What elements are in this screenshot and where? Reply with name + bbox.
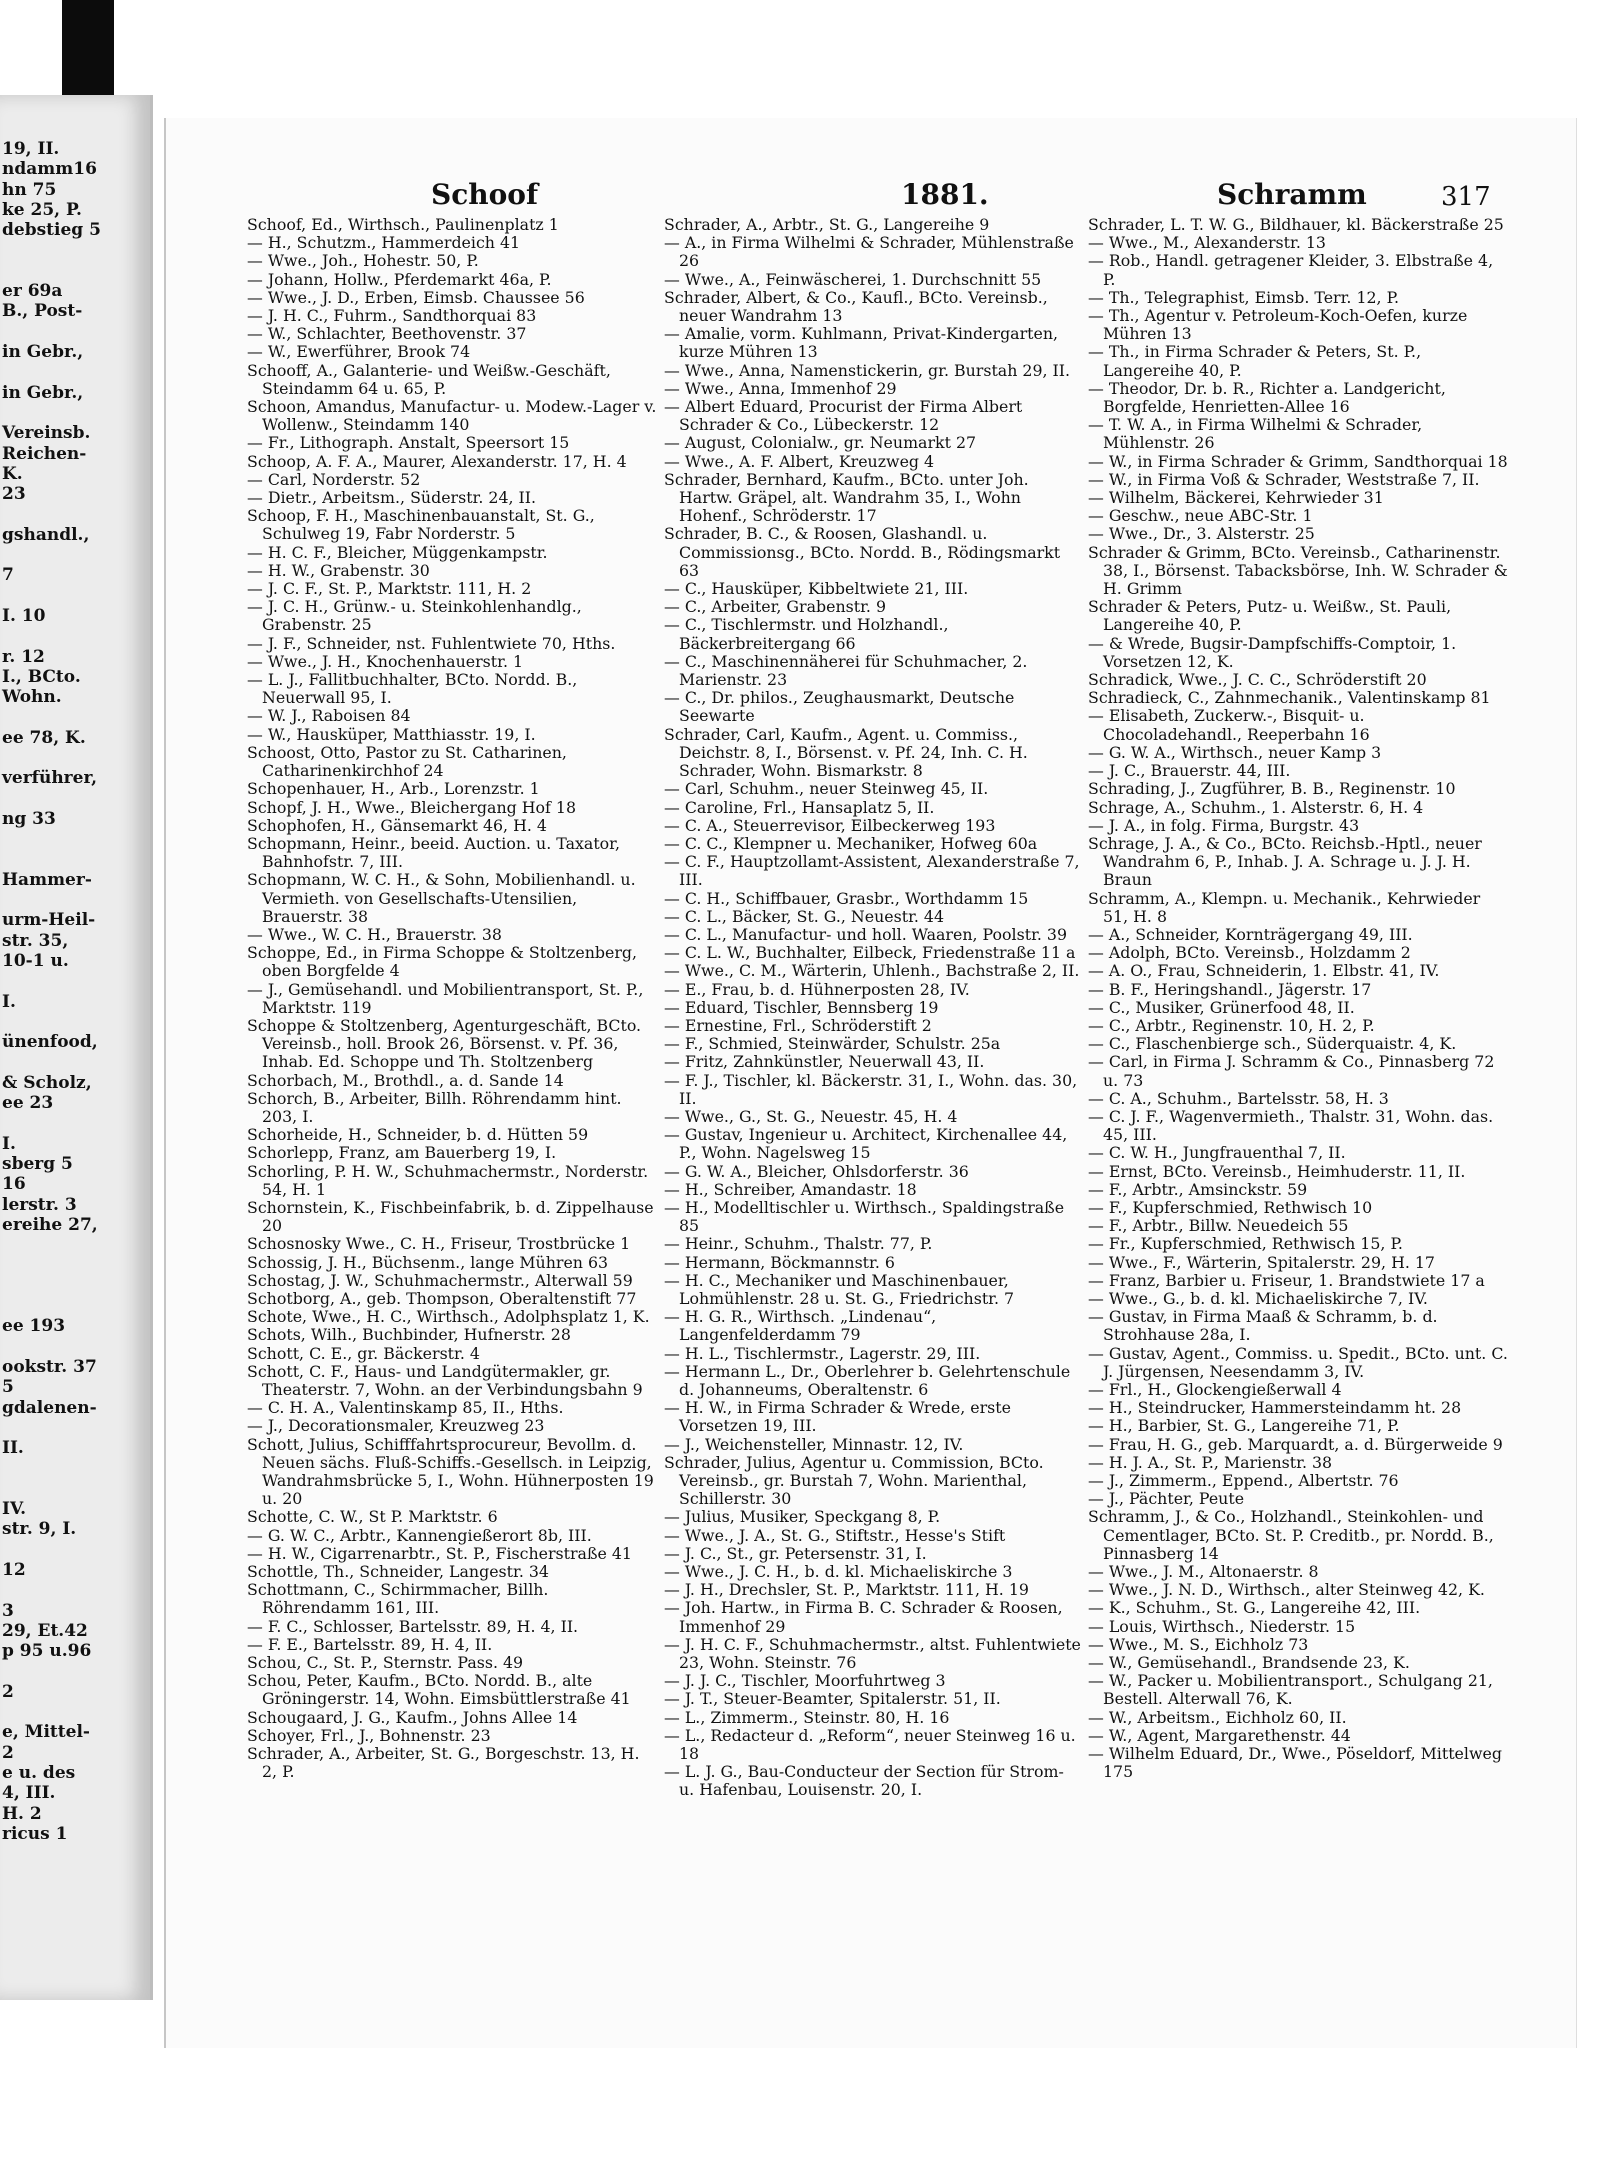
directory-entry: Schradieck, C., Zahnmechanik., Valentinskamp 81 [1088, 688, 1491, 708]
directory-entry: — W., in Firma Schrader & Grimm, Sandthorquai 18 [1088, 451, 1508, 471]
directory-entry: — Frl., H., Glockengießerwall 4 [1088, 1380, 1342, 1399]
facing-page-line: gshandl., [2, 524, 90, 545]
directory-entry: — J. A., in folg. Firma, Burgstr. 43 [1088, 815, 1360, 835]
directory-entry: — Carl, Schuhm., neuer Steinweg 45, II. [664, 779, 989, 799]
facing-page-line: 2 [2, 1681, 14, 1702]
facing-page-line: 23 [2, 484, 26, 505]
facing-page-line: I. [2, 1133, 16, 1154]
directory-entry: — J., Pächter, Peute [1088, 1489, 1245, 1509]
directory-entry: — W., Gemüsehandl., Brandsende 23, K. [1088, 1653, 1410, 1673]
directory-entry: — Adolph, BCto. Vereinsb., Holzdamm 2 [1088, 943, 1411, 963]
directory-entry: — J. T., Steuer-Beamter, Spitalerstr. 51, II. [664, 1689, 1001, 1709]
facing-page-line: ee 78, K. [2, 727, 86, 748]
directory-entry: — Wilhelm, Bäckerei, Kehrwieder 31 [1088, 488, 1384, 508]
directory-entry: — C., Arbeiter, Grabenstr. 9 [664, 597, 887, 617]
directory-entry: — L., Zimmerm., Steinstr. 80, H. 16 [664, 1707, 950, 1727]
directory-entry: Schoop, F. H., Maschinenbauanstalt, St. G., Schulweg 19, Fabr Norderstr. 5 [247, 506, 595, 544]
directory-entry: — C. H. A., Valentinskamp 85, II., Hths. [247, 1398, 564, 1418]
facing-page-line: IV. [2, 1499, 27, 1520]
directory-entry: Schrader, L. T. W. G., Bildhauer, kl. Bäckerstraße 25 [1088, 215, 1504, 234]
directory-entry: — F., Arbtr., Amsinckstr. 59 [1088, 1179, 1308, 1199]
directory-entry: Schramm, J., & Co., Holzhandl., Steinkohlen- und Cementlager, BCto. St. P. Creditb., pr. Nordd. B., Pinnasberg 14 [1088, 1507, 1494, 1563]
directory-entry: — F. C., Schlosser, Bartelsstr. 89, H. 4, II. [247, 1616, 579, 1636]
directory-entry: — J., Decorationsmaler, Kreuzweg 23 [247, 1416, 545, 1436]
facing-page-line: e u. des [2, 1763, 76, 1783]
directory-entry: — Ernestine, Frl., Schröderstift 2 [664, 1015, 932, 1035]
directory-entry: — Hermann L., Dr., Oberlehrer b. Gelehrtenschule d. Johanneums, Oberaltenstr. 6 [664, 1361, 1071, 1399]
facing-page-line: in Gebr., [2, 342, 84, 362]
directory-entry: — C. L. W., Buchhalter, Eilbeck, Friedenstraße 11 a [664, 943, 1076, 963]
directory-entry: — Th., in Firma Schrader & Peters, St. P., Langereihe 40, P. [1088, 342, 1422, 380]
directory-entry: — J. C. H., Grünw.- u. Steinkohlenhandlg., Grabenstr. 25 [247, 597, 582, 635]
directory-entry: — Theodor, Dr. b. R., Richter a. Landgericht, Borgfelde, Henrietten-Allee 16 [1088, 378, 1446, 417]
directory-entry: Schopmann, W. C. H., & Sohn, Mobilienhandl. u. Vermieth. von Gesellschafts-Utensilien, Brauerstr. 38 [247, 870, 636, 926]
directory-entry: — A. O., Frau, Schneiderin, 1. Elbstr. 41, IV. [1088, 961, 1440, 981]
directory-entry: — F. E., Bartelsstr. 89, H. 4, II. [247, 1634, 493, 1654]
directory-entry: — F. J., Tischler, kl. Bäckerstr. 31, I., Wohn. das. 30, II. [664, 1070, 1078, 1108]
facing-page-line: 7 [2, 565, 14, 586]
facing-page-line: Vereinsb. [2, 423, 91, 444]
directory-entry: Schornstein, K., Fischbeinfabrik, b. d. Zippelhause 20 [247, 1197, 654, 1236]
directory-entry: Schopf, J. H., Wwe., Bleichergang Hof 18 [247, 797, 577, 817]
directory-entry: — Albert Eduard, Procurist der Firma Albert Schrader & Co., Lübeckerstr. 12 [664, 397, 1023, 435]
directory-page [164, 118, 1577, 2048]
directory-entry: — Heinr., Schuhm., Thalstr. 77, P. [664, 1234, 933, 1254]
directory-entry: — Frau, H. G., geb. Marquardt, a. d. Bürgerweide 9 [1088, 1434, 1503, 1454]
facing-page-line: e, Mittel- [2, 1722, 90, 1743]
directory-entry: — Wwe., G., b. d. kl. Michaeliskirche 7, IV. [1088, 1288, 1428, 1308]
directory-entry: Schrage, J. A., & Co., BCto. Reichsb.-Hptl., neuer Wandrahm 6, P., Inhab. J. A. Schrage u. J. J. H. Braun [1088, 833, 1482, 890]
facing-page-line: gdalenen- [2, 1397, 97, 1418]
running-head-first-entry: Schoof [431, 178, 539, 211]
directory-entry: — Wwe., M. S., Eichholz 73 [1088, 1634, 1309, 1654]
directory-entry: — C. A., Steuerrevisor, Eilbeckerweg 193 [664, 815, 996, 835]
directory-entry: Schrader & Peters, Putz- u. Weißw., St. Pauli, Langereihe 40, P. [1088, 597, 1452, 635]
directory-entry: — C., Musiker, Grünerfood 48, II. [1088, 997, 1355, 1017]
facing-page-line: ee 193 [2, 1316, 66, 1337]
directory-entry: Schopenhauer, H., Arb., Lorenzstr. 1 [247, 779, 540, 799]
directory-entry: Schrader, Bernhard, Kaufm., BCto. unter Joh. Hartw. Gräpel, alt. Wandrahm 35, I., Wohn Hohenf., Schröderstr. 17 [664, 469, 1029, 526]
directory-entry: Schooff, A., Galanterie- und Weißw.-Geschäft, Steindamm 64 u. 65, P. [247, 360, 611, 398]
directory-entry: — Wwe., F., Wärterin, Spitalerstr. 29, H. 17 [1088, 1252, 1435, 1272]
directory-entry: Schorch, B., Arbeiter, Billh. Röhrendamm hint. 203, I. [247, 1088, 622, 1126]
facing-page-line: 16 [2, 1174, 26, 1195]
facing-page-line: 12 [2, 1560, 26, 1580]
directory-entry: Schottmann, C., Schirmmacher, Billh. Röhrendamm 161, III. [247, 1580, 549, 1618]
directory-entry: Schrader, B. C., & Roosen, Glashandl. u. Commissionsg., BCto. Nordd. B., Rödingsmarkt 63 [664, 524, 1061, 580]
directory-entry: — Wwe., M., Alexanderstr. 13 [1088, 233, 1326, 253]
directory-entry: — Joh. Hartw., in Firma B. C. Schrader & Roosen, Immenhof 29 [664, 1598, 1063, 1636]
directory-entry: — C., Arbtr., Reginenstr. 10, H. 2, P. [1088, 1015, 1375, 1035]
facing-page-line: I., BCto. [2, 666, 81, 687]
facing-page-line: I. 10 [2, 605, 46, 626]
facing-page-line: 2 [2, 1742, 14, 1763]
directory-entry: — T. W. A., in Firma Wilhelmi & Schrader, Mühlenstr. 26 [1088, 415, 1423, 453]
facing-page-line: in Gebr., [2, 382, 84, 403]
directory-entry: — Fr., Lithograph. Anstalt, Speersort 15 [247, 433, 570, 453]
directory-entry: — F., Schmied, Steinwärder, Schulstr. 25a [664, 1034, 1001, 1054]
directory-entry: — J., Gemüsehandl. und Mobilientransport, St. P., Marktstr. 119 [247, 979, 644, 1017]
directory-entry: — Wwe., Anna, Immenhof 29 [664, 378, 897, 398]
directory-entry: — F., Arbtr., Billw. Neuedeich 55 [1088, 1216, 1349, 1236]
directory-entry: — Hermann, Böckmannstr. 6 [664, 1252, 895, 1272]
directory-entry: — H., Modelltischler u. Wirthsch., Spaldingstraße 85 [664, 1197, 1065, 1236]
facing-page-line: 4, III. [2, 1783, 56, 1804]
facing-page-line: Wohn. [2, 687, 62, 708]
directory-entry: — A., in Firma Wilhelmi & Schrader, Mühlenstraße 26 [664, 233, 1074, 271]
directory-entry: — H. G. R., Wirthsch. „Lindenau“, Langenfelderdamm 79 [664, 1307, 937, 1345]
running-head-year: 1881. [901, 178, 989, 211]
directory-entry: Schoyer, Frl., J., Bohnenstr. 23 [247, 1725, 491, 1745]
directory-entry: — G. W. A., Bleicher, Ohlsdorferstr. 36 [664, 1161, 969, 1181]
directory-entry: — L. J., Fallitbuchhalter, BCto. Nordd. B., Neuerwall 95, I. [247, 670, 578, 708]
directory-entry: Schoof, Ed., Wirthsch., Paulinenplatz 1 [247, 215, 559, 234]
directory-entry: — Gustav, Agent., Commiss. u. Spedit., BCto. unt. C. J. Jürgensen, Neesendamm 3, IV. [1088, 1343, 1508, 1381]
directory-entry: Schorling, P. H. W., Schuhmachermstr., Norderstr. 54, H. 1 [247, 1161, 649, 1199]
directory-entry: Schorheide, H., Schneider, b. d. Hütten 59 [247, 1125, 589, 1145]
directory-entry: — Amalie, vorm. Kuhlmann, Privat-Kindergarten, kurze Mühren 13 [664, 324, 1059, 362]
directory-entry: — C. A., Schuhm., Bartelsstr. 58, H. 3 [1088, 1088, 1389, 1108]
directory-entry: — H. J. A., St. P., Marienstr. 38 [1088, 1452, 1333, 1472]
directory-entry: Schrader, Albert, & Co., Kaufl., BCto. Vereinsb., neuer Wandrahm 13 [664, 287, 1048, 326]
directory-entry: — Franz, Barbier u. Friseur, 1. Brandstwiete 17 a [1088, 1270, 1485, 1290]
facing-page-line: ndamm16 [2, 159, 97, 180]
directory-entry: — C., Flaschenbierge sch., Süderquaistr. 4, K. [1088, 1034, 1457, 1054]
facing-page-line: ng 33 [2, 808, 56, 829]
directory-entry: Schrader, A., Arbtr., St. G., Langereihe 9 [664, 215, 990, 234]
directory-entry: — Carl, in Firma J. Schramm & Co., Pinnasberg 72 u. 73 [1088, 1052, 1495, 1090]
directory-entry: — Wwe., Anna, Namenstickerin, gr. Burstah 29, II. [664, 360, 1071, 380]
directory-entry: — Wwe., Joh., Hohestr. 50, P. [247, 251, 479, 271]
facing-page-line: ke 25, P. [2, 199, 82, 220]
facing-page-line: verführer, [2, 768, 98, 789]
directory-entry: — Caroline, Frl., Hansaplatz 5, II. [664, 797, 935, 817]
facing-page-line: 29, Et.42 [2, 1620, 88, 1641]
directory-entry: — A., Schneider, Kornträgergang 49, III. [1088, 924, 1413, 944]
directory-entry: Schoost, Otto, Pastor zu St. Catharinen, Catharinenkirchhof 24 [247, 742, 567, 781]
directory-entry: — E., Frau, b. d. Hühnerposten 28, IV. [664, 979, 970, 999]
directory-entry: — Wwe., J. C. H., b. d. kl. Michaeliskirche 3 [664, 1562, 1013, 1582]
directory-entry: — Wwe., W. C. H., Brauerstr. 38 [247, 924, 502, 944]
directory-entry: Schrader & Grimm, BCto. Vereinsb., Catharinenstr. 38, I., Börsenst. Tabacksbörse, Inh. W. Schrader & H. Grimm [1088, 542, 1508, 599]
directory-entry: — K., Schuhm., St. G., Langereihe 42, III. [1088, 1598, 1421, 1618]
directory-entry: — Julius, Musiker, Speckgang 8, P. [664, 1507, 941, 1527]
directory-entry: Schott, C. F., Haus- und Landgütermakler, gr. Theaterstr. 7, Wohn. an der Verbindungsbahn 9 [247, 1361, 643, 1399]
directory-entry: Schrader, Carl, Kaufm., Agent. u. Commiss., Deichstr. 8, I., Börsenst. v. Pf. 24, Inh. C. H. Schrader, Wohn. Bismarkstr. 8 [664, 724, 1028, 781]
column-2 [664, 216, 1082, 1800]
directory-entry: Schophofen, H., Gänsemarkt 46, H. 4 [247, 815, 547, 835]
directory-entry: Schoppe & Stoltzenberg, Agenturgeschäft, BCto. Vereinsb., holl. Brook 26, Börsenst. v. Pf. 36, Inhab. Ed. Schoppe und Th. Stoltzenberg [247, 1015, 642, 1072]
directory-entry: Schottle, Th., Schneider, Langestr. 34 [247, 1562, 549, 1582]
directory-entry: — C., Dr. philos., Zeughausmarkt, Deutsche Seewarte [664, 688, 1015, 726]
facing-page-line: urm-Heil- [2, 910, 96, 931]
directory-entry: — C. H., Schiffbauer, Grasbr., Worthdamm 15 [664, 888, 1029, 908]
directory-entry: — J. F., Schneider, nst. Fuhlentwiete 70, Hths. [247, 633, 616, 653]
directory-entry: — & Wrede, Bugsir-Dampfschiffs-Comptoir, 1. Vorsetzen 12, K. [1088, 633, 1457, 671]
directory-entry: — W., Packer u. Mobilientransport., Schulgang 21, Bestell. Alterwall 76, K. [1088, 1671, 1493, 1709]
directory-entry: — C. L., Manufactur- und holl. Waaren, Poolstr. 39 [664, 924, 1068, 944]
facing-page-line: ünenfood, [2, 1032, 98, 1053]
directory-entry: Schoon, Amandus, Manufactur- u. Modew.-Lager v. Wollenw., Steindamm 140 [247, 397, 657, 435]
directory-entry: Schossig, J. H., Büchsenm., lange Mühren 63 [247, 1252, 609, 1272]
directory-entry: Schopmann, Heinr., beeid. Auction. u. Taxator, Bahnhofstr. 7, III. [247, 833, 621, 872]
directory-entry: — Ernst, BCto. Vereinsb., Heimhuderstr. 11, II. [1088, 1161, 1466, 1181]
page-number: 317 [1441, 182, 1491, 212]
directory-entry: — J. C., Brauerstr. 44, III. [1088, 761, 1291, 781]
directory-entry: — W., Agent, Margarethenstr. 44 [1088, 1725, 1351, 1745]
directory-entry: — H. W., Cigarrenarbtr., St. P., Fischerstraße 41 [247, 1543, 632, 1563]
facing-page-line: I. [2, 991, 16, 1012]
directory-entry: — W., Arbeitsm., Eichholz 60, II. [1088, 1707, 1347, 1727]
facing-page-line: debstieg 5 [2, 220, 101, 241]
directory-entry: — J. H., Drechsler, St. P., Marktstr. 111, H. 19 [664, 1580, 1029, 1600]
facing-page-line: ookstr. 37 [2, 1357, 97, 1377]
directory-entry: — L. J. G., Bau-Conducteur der Section für Strom- u. Hafenbau, Louisenstr. 20, I. [664, 1762, 1064, 1800]
directory-entry: — Gustav, in Firma Maaß & Schramm, b. d. Strohhause 28a, I. [1088, 1307, 1438, 1345]
directory-entry: Schosnosky Wwe., C. H., Friseur, Trostbrücke 1 [247, 1234, 631, 1254]
directory-entry: — August, Colonialw., gr. Neumarkt 27 [664, 433, 977, 453]
column-3 [1088, 216, 1508, 1781]
directory-entry: — H. W., Grabenstr. 30 [247, 560, 430, 580]
directory-entry: Schorbach, M., Brothdl., a. d. Sande 14 [247, 1070, 564, 1090]
directory-entry: Schrage, A., Schuhm., 1. Alsterstr. 6, H. 4 [1088, 797, 1424, 817]
directory-entry: — Wwe., J. D., Erben, Eimsb. Chaussee 56 [247, 287, 585, 307]
directory-entry: — J. H. C., Fuhrm., Sandthorquai 83 [247, 306, 537, 326]
directory-entry: Schote, Wwe., H. C., Wirthsch., Adolphsplatz 1, K. [247, 1307, 650, 1327]
directory-entry: — C., Hausküper, Kibbeltwiete 21, III. [664, 579, 969, 599]
column-1 [247, 216, 657, 1781]
facing-page-line: K. [2, 463, 23, 484]
directory-entry: — Wwe., A., Feinwäscherei, 1. Durchschnitt 55 [664, 269, 1042, 289]
directory-entry: — L., Redacteur d. „Reform“, neuer Steinweg 16 u. 18 [664, 1725, 1076, 1764]
directory-entry: — H. L., Tischlermstr., Lagerstr. 29, III. [664, 1343, 981, 1363]
directory-entry: — J., Weichensteller, Minnastr. 12, IV. [664, 1434, 964, 1454]
directory-entry: Schramm, A., Klempn. u. Mechanik., Kehrwieder 51, H. 8 [1088, 888, 1481, 926]
facing-page-line: Reichen- [2, 443, 87, 464]
directory-entry: — W. J., Raboisen 84 [247, 706, 411, 726]
facing-page-line: lerstr. 3 [2, 1194, 77, 1215]
directory-entry: — Johann, Hollw., Pferdemarkt 46a, P. [247, 269, 552, 289]
facing-page-line: 5 [2, 1377, 14, 1398]
directory-entry: — Th., Agentur v. Petroleum-Koch-Oefen, kurze Mühren 13 [1088, 306, 1468, 344]
directory-entry: — Wwe., Dr., 3. Alsterstr. 25 [1088, 524, 1315, 544]
facing-page-line: er 69a [2, 281, 63, 302]
facing-page-line: r. 12 [2, 646, 45, 667]
facing-page-line: ereihe 27, [2, 1214, 98, 1235]
facing-page-line: 10-1 u. [2, 951, 69, 971]
directory-entry: Schott, C. E., gr. Bäckerstr. 4 [247, 1343, 480, 1363]
facing-page-line: sberg 5 [2, 1154, 73, 1174]
directory-entry: — Geschw., neue ABC-Str. 1 [1088, 506, 1313, 526]
directory-entry: — J. C., St., gr. Petersenstr. 31, I. [664, 1543, 927, 1563]
directory-entry: — Wwe., C. M., Wärterin, Uhlenh., Bachstraße 2, II. [664, 961, 1080, 981]
directory-entry: Schrader, Julius, Agentur u. Commission, BCto. Vereinsb., gr. Burstah 7, Wohn. Marienthal, Schillerstr. 30 [664, 1452, 1044, 1509]
directory-entry: — C. W. H., Jungfrauenthal 7, II. [1088, 1143, 1346, 1163]
facing-page-line: H. 2 [2, 1803, 42, 1824]
directory-entry: — J. H. C. F., Schuhmachermstr., altst. Fuhlentwiete 23, Wohn. Steinstr. 76 [664, 1634, 1081, 1673]
directory-entry: Schoop, A. F. A., Maurer, Alexanderstr. 17, H. 4 [247, 451, 627, 471]
directory-entry: — J. J. C., Tischler, Moorfuhrtweg 3 [664, 1671, 946, 1691]
facing-page-line: str. 9, I. [2, 1519, 77, 1540]
directory-entry: Schrader, A., Arbeiter, St. G., Borgeschstr. 13, H. 2, P. [247, 1744, 640, 1782]
directory-entry: Schott, Julius, Schifffahrtsprocureur, Bevollm. d. Neuen sächs. Fluß-Schiffs.-Gesellsch. in Leipzig, Wandrahmsbrücke 5, I., Wohn. Hühnerposten 19 u. 20 [247, 1434, 654, 1509]
directory-entry: — W., Schlachter, Beethovenstr. 37 [247, 324, 527, 344]
directory-entry: — Wwe., A. F. Albert, Kreuzweg 4 [664, 451, 935, 471]
directory-entry: — H., Schutzm., Hammerdeich 41 [247, 233, 521, 253]
directory-entry: Schotte, C. W., St P. Marktstr. 6 [247, 1507, 498, 1527]
directory-entry: — Wwe., G., St. G., Neuestr. 45, H. 4 [664, 1106, 958, 1126]
directory-entry: — W., Ewerführer, Brook 74 [247, 342, 471, 362]
directory-entry: — C., Tischlermstr. und Holzhandl., Bäckerbreitergang 66 [664, 615, 949, 653]
directory-entry: — Wwe., J. N. D., Wirthsch., alter Steinweg 42, K. [1088, 1580, 1485, 1600]
directory-entry: — W., Hausküper, Matthiasstr. 19, I. [247, 724, 536, 744]
directory-entry: — F., Kupferschmied, Rethwisch 10 [1088, 1197, 1373, 1217]
directory-entry: — Eduard, Tischler, Bennsberg 19 [664, 997, 939, 1017]
directory-entry: — H., Schreiber, Amandastr. 18 [664, 1179, 917, 1199]
facing-page-line: ricus 1 [2, 1823, 68, 1844]
facing-page-line: & Scholz, [2, 1072, 92, 1093]
directory-entry: — J. C. F., St. P., Marktstr. 111, H. 2 [247, 579, 532, 599]
directory-entry: — H. W., in Firma Schrader & Wrede, erste Vorsetzen 19, III. [664, 1398, 1011, 1436]
directory-entry: Schotborg, A., geb. Thompson, Oberaltenstift 77 [247, 1288, 637, 1308]
directory-entry: — Fritz, Zahnkünstler, Neuerwall 43, II. [664, 1052, 985, 1072]
directory-entry: — Th., Telegraphist, Eimsb. Terr. 12, P. [1088, 287, 1400, 307]
directory-entry: — Wwe., J. H., Knochenhauerstr. 1 [247, 651, 524, 671]
directory-entry: Schoppe, Ed., in Firma Schoppe & Stoltzenberg, oben Borgfelde 4 [247, 943, 638, 981]
directory-entry: — Dietr., Arbeitsm., Süderstr. 24, II. [247, 488, 537, 508]
facing-page-line: ee 23 [2, 1093, 54, 1114]
directory-entry: — Wilhelm Eduard, Dr., Wwe., Pöseldorf, Mittelweg 175 [1088, 1744, 1502, 1782]
facing-page-line: 3 [2, 1600, 14, 1621]
directory-entry: — W., in Firma Voß & Schrader, Weststraße 7, II. [1088, 469, 1480, 489]
facing-page-line: II. [2, 1438, 24, 1459]
directory-entry: Schorlepp, Franz, am Bauerberg 19, I. [247, 1143, 557, 1163]
directory-entry: Schou, Peter, Kaufm., BCto. Nordd. B., alte Gröningerstr. 14, Wohn. Eimsbüttlerstraße 41 [247, 1671, 631, 1709]
directory-entry: — C. J. F., Wagenvermieth., Thalstr. 31, Wohn. das. 45, III. [1088, 1106, 1494, 1145]
directory-entry: — B. F., Heringshandl., Jägerstr. 17 [1088, 979, 1372, 999]
directory-entry: — Carl, Norderstr. 52 [247, 469, 421, 489]
directory-entry: — Gustav, Ingenieur u. Architect, Kirchenallee 44, P., Wohn. Nagelsweg 15 [664, 1125, 1068, 1163]
facing-page-line: p 95 u.96 [2, 1641, 92, 1662]
facing-page-line: str. 35, [2, 930, 69, 951]
directory-entry: Schostag, J. W., Schuhmachermstr., Alterwall 59 [247, 1270, 633, 1290]
directory-entry: — H., Steindrucker, Hammersteindamm ht. 28 [1088, 1398, 1462, 1418]
directory-entry: — J., Zimmerm., Eppend., Albertstr. 76 [1088, 1471, 1399, 1491]
directory-entry: — Wwe., J. M., Altonaerstr. 8 [1088, 1562, 1319, 1582]
directory-entry: — C., Maschinennäherei für Schuhmacher, 2. Marienstr. 23 [664, 651, 1028, 690]
directory-entry: Schradick, Wwe., J. C. C., Schröderstift 20 [1088, 670, 1427, 690]
directory-entry: — G. W. A., Wirthsch., neuer Kamp 3 [1088, 742, 1382, 762]
directory-entry: Schrading, J., Zugführer, B. B., Reginenstr. 10 [1088, 779, 1456, 799]
running-head-last-entry: Schramm [1217, 178, 1367, 211]
directory-entry: — H., Barbier, St. G., Langereihe 71, P. [1088, 1416, 1400, 1436]
directory-entry: Schots, Wilh., Buchbinder, Hufnerstr. 28 [247, 1325, 571, 1345]
directory-entry: — Wwe., J. A., St. G., Stiftstr., Hesse's Stift [664, 1525, 1006, 1545]
directory-entry: — C. F., Hauptzollamt-Assistent, Alexanderstraße 7, III. [664, 852, 1080, 890]
directory-entry: — H. C., Mechaniker und Maschinenbauer, Lohmühlenstr. 28 u. St. G., Friedrichstr. 7 [664, 1270, 1015, 1308]
directory-entry: — C. L., Bäcker, St. G., Neuestr. 44 [664, 906, 945, 926]
facing-page-fragment [0, 95, 153, 2000]
facing-page-line: hn 75 [2, 179, 57, 200]
directory-entry: — Rob., Handl. getragener Kleider, 3. Elbstraße 4, P. [1088, 251, 1494, 289]
directory-entry: Schou, C., St. P., Sternstr. Pass. 49 [247, 1653, 524, 1673]
directory-entry: — Elisabeth, Zuckerw.-, Bisquit- u. Chocoladehandl., Reeperbahn 16 [1088, 706, 1370, 744]
directory-entry: — Fr., Kupferschmied, Rethwisch 15, P. [1088, 1234, 1403, 1254]
directory-entry: — H. C. F., Bleicher, Müggenkampstr. [247, 542, 548, 562]
directory-entry: — C. C., Klempner u. Mechaniker, Hofweg 60a [664, 833, 1038, 853]
facing-page-line: B., Post- [2, 301, 83, 322]
directory-entry: — Louis, Wirthsch., Niederstr. 15 [1088, 1616, 1356, 1636]
facing-page-line: 19, II. [2, 139, 60, 159]
facing-page-line: Hammer- [2, 869, 92, 890]
directory-entry: Schougaard, J. G., Kaufm., Johns Allee 14 [247, 1707, 578, 1727]
directory-entry: — G. W. C., Arbtr., Kannengießerort 8b, III. [247, 1525, 592, 1545]
